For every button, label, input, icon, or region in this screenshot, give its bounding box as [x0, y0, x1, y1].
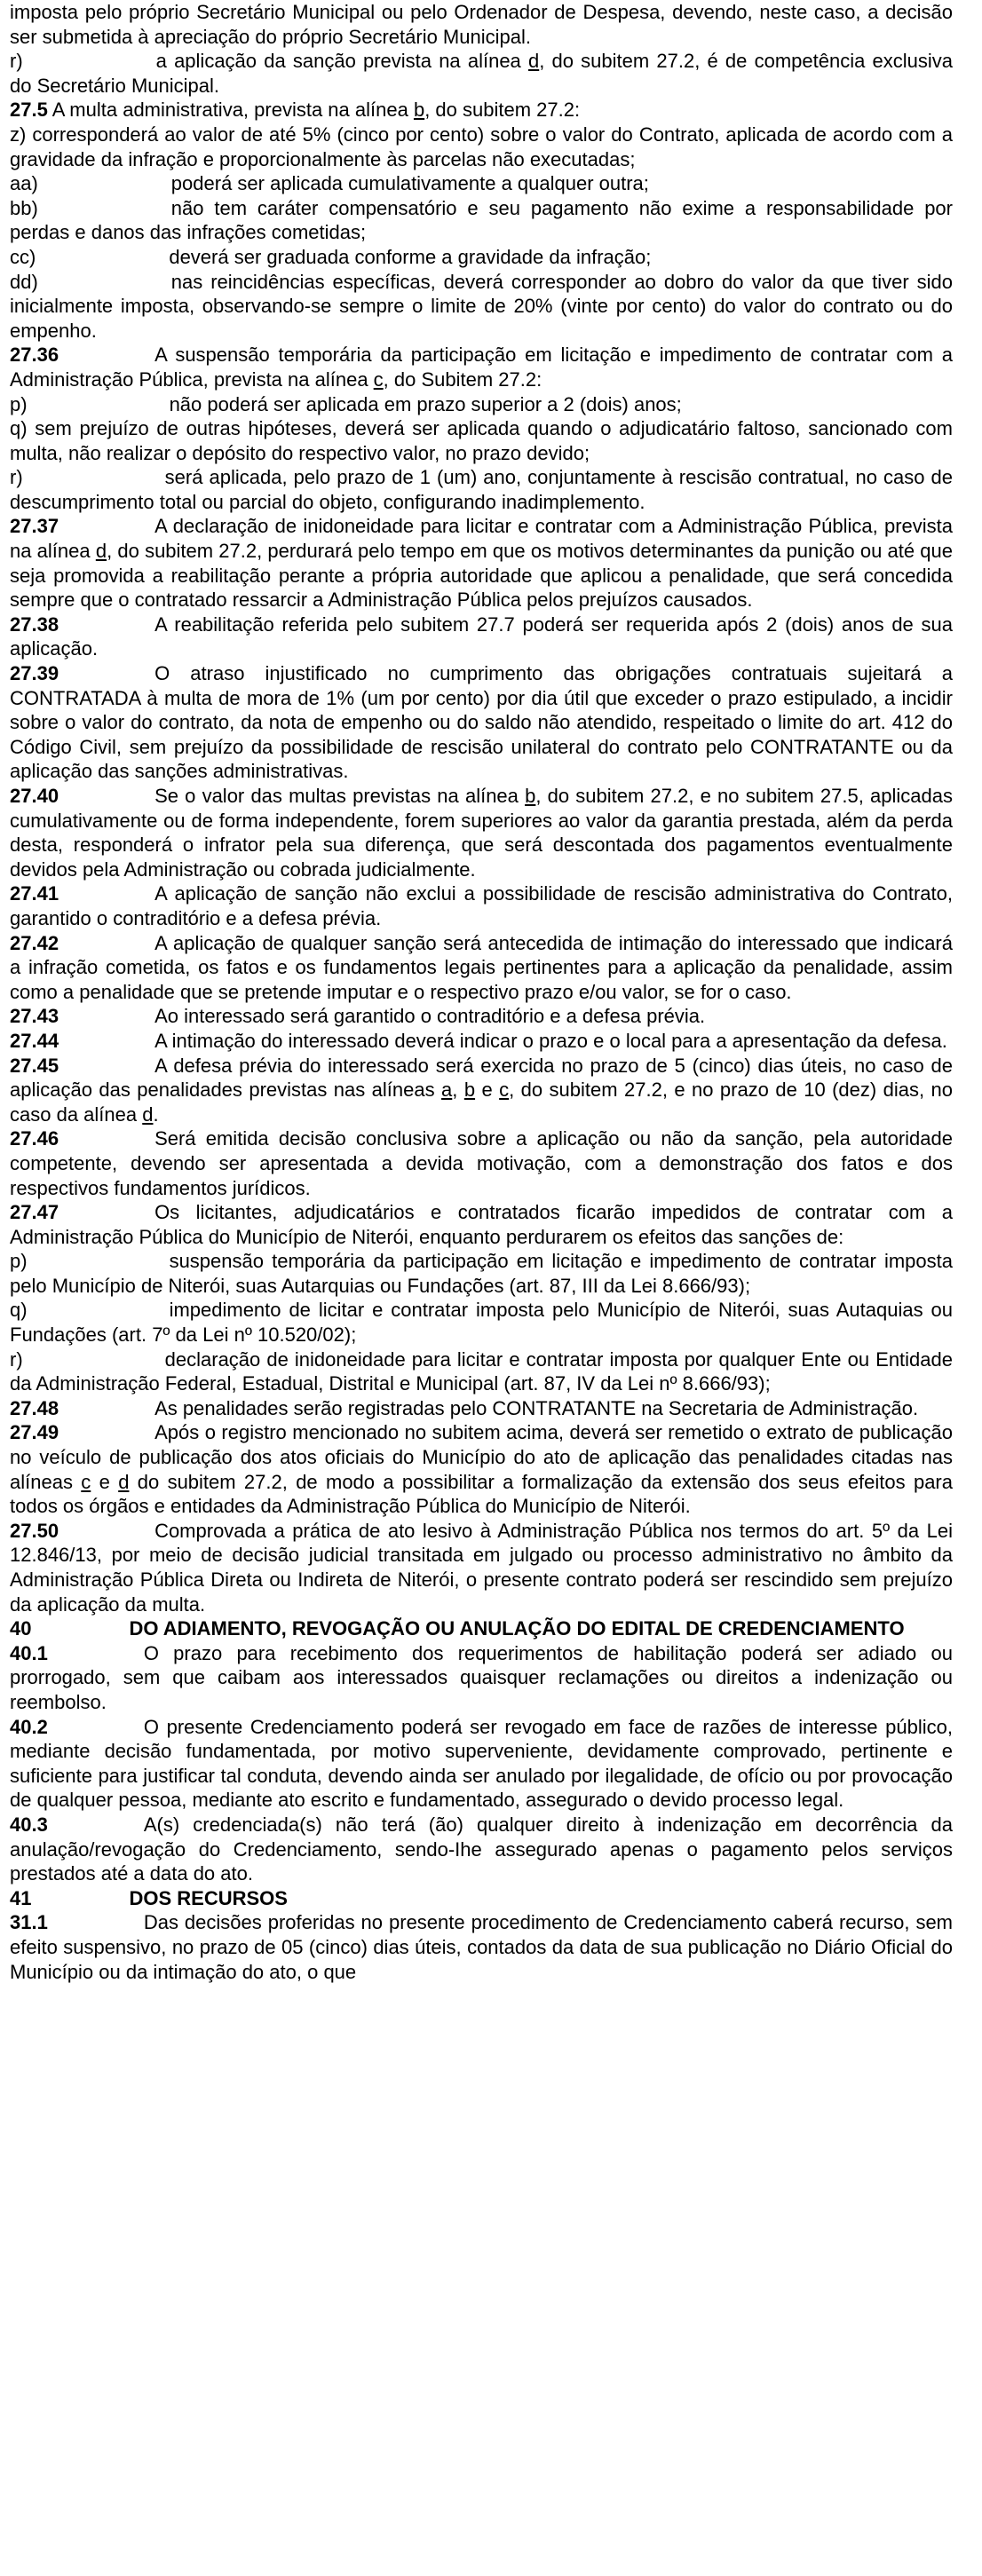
- item-label: r): [10, 50, 23, 73]
- subitem-40-1: [10, 1641, 953, 1715]
- text: O atraso injustificado no cumprimento das obrigações contratuais sujeitará a CONTRATADA à multa de mora de 1% (um por cento) por dia útil que exceder o prazo estipulado, a incidir sobre o valor do contrato, da nota de empenho ou do saldo não atendido, respeitado o limite do art. 412 do Código Civil, sem prejuízo da possibilidade de rescisão unilateral do contrato pelo CONTRATANTE ou da aplicação das sanções administrativas.: [10, 662, 953, 783]
- text: O prazo para recebimento dos requerimentos de habilitação poderá ser adiado ou prorrogado, sem que caibam aos interessados quaisquer reclamações ou direitos a indenização ou reembolso.: [10, 1641, 953, 1713]
- text: será aplicada, pelo prazo de 1 (um) ano, conjuntamente à rescisão contratual, no caso de descumprimento total ou parcial do objeto, configurando inadimplemento.: [10, 466, 953, 513]
- text: z) corresponderá ao valor de até 5% (cinco por cento) sobre o valor do Contrato, aplicada de acordo com a gravidade da infração e proporcionalmente às parcelas não executadas;: [10, 122, 953, 170]
- alinea-ref: d: [527, 50, 540, 73]
- subitem-27-42: [10, 931, 953, 1005]
- item-label: bb): [10, 196, 38, 219]
- section-number: 41: [10, 1886, 32, 1909]
- text: A declaração de inidoneidade para licitar e contratar com a Administração Pública, prevista na alínea: [10, 515, 953, 563]
- text: do subitem 27.2, de modo a possibilitar a formalização da extensão dos seus efeitos para todos os órgãos e entidades da Administração Pública do Município de Niterói.: [10, 1470, 953, 1518]
- subitem-27-50: [10, 1519, 953, 1616]
- subitem-number: 27.50: [10, 1519, 59, 1542]
- subitem-number: 31.1: [10, 1911, 48, 1934]
- subitem-27-38: [10, 612, 953, 661]
- subitem-27-44: [10, 1029, 953, 1054]
- subitem-number: 27.5: [10, 99, 48, 122]
- subitem-27-48: [10, 1396, 953, 1421]
- section-title: DOS RECURSOS: [129, 1886, 288, 1909]
- item-label: dd): [10, 270, 38, 293]
- text: , do subitem 27.2, perdurará pelo tempo em que os motivos determinantes da punição ou até que seja promovida a reabilitação perante a própria autoridade que aplicou a penalidade, que será concedida sempre que o contratado ressarcir a Administração Pública pelos prejuízos causados.: [10, 540, 954, 612]
- subitem-27-49: [10, 1420, 953, 1518]
- item-r-suspension: [10, 465, 953, 514]
- text: deverá ser graduada conforme a gravidade da infração;: [169, 245, 652, 268]
- text: , do subitem 27.2, e no subitem 27.5, aplicadas cumulativamente ou de forma independente, forem superiores ao valor da garantia prestada, além da perda desta, responderá o infrator pela sua diferença, que será descontada dos pagamentos eventualmente devidos pela Administração ou cobrada judicialmente.: [10, 785, 953, 881]
- subitem-number: 27.42: [10, 931, 59, 954]
- text: A intimação do interessado deverá indicar o prazo e o local para a apresentação da defesa.: [154, 1029, 947, 1052]
- alinea-ref: c: [499, 1079, 510, 1102]
- text: O presente Credenciamento poderá ser revogado em face de razões de interesse público, mediante decisão fundamentada, por motivo superveniente, devidamente comprovado, pertinente e suficiente para justificar tal conduta, devendo ainda ser anulado por ilegalidade, de ofício ou por provocação de qualquer pessoa, mediante ato escrito e fundamentado, assegurado o devido processo legal.: [10, 1715, 953, 1812]
- subitem-number: 27.45: [10, 1054, 59, 1077]
- item-p-suspension: [10, 392, 953, 417]
- text: Comprovada a prática de ato lesivo à Administração Pública nos termos do art. 5º da Lei 12.846/13, por meio de decisão judicial transitada em julgado ou processo administrativo no âmbito da Administração Pública Direta ou Indireta de Niterói, o presente contrato poderá ser rescindido sem prejuízo da aplicação da multa.: [10, 1519, 953, 1616]
- text: não poderá ser aplicada em prazo superior a 2 (dois) anos;: [169, 392, 682, 415]
- text: , do subitem 27.2, é de competência exclusiva do Secretário Municipal.: [10, 50, 953, 97]
- subitem-number: 27.39: [10, 662, 59, 685]
- subitem-number: 27.36: [10, 344, 59, 367]
- subitem-number: 27.48: [10, 1396, 59, 1419]
- item-label: r): [10, 1347, 23, 1371]
- alinea-ref: a: [441, 1079, 453, 1102]
- item-r-competence: [10, 49, 953, 98]
- subitem-40-2: [10, 1715, 953, 1813]
- item-aa: [10, 171, 953, 196]
- item-z: [10, 122, 953, 171]
- text: A multa administrativa, prevista na alínea: [47, 99, 414, 122]
- text: Será emitida decisão conclusiva sobre a aplicação ou não da sanção, pela autoridade competente, devendo ser apresentada a devida motivação, com a demonstração dos fatos e dos respectivos fundamentos jurídicos.: [10, 1127, 953, 1199]
- subitem-number: 40.2: [10, 1715, 48, 1738]
- subitem-31-1: [10, 1910, 953, 1984]
- subitem-number: 40.3: [10, 1813, 48, 1836]
- subitem-number: 27.41: [10, 882, 59, 905]
- alinea-ref: d: [118, 1470, 130, 1493]
- text: q) sem prejuízo de outras hipóteses, deverá ser aplicada quando o adjudicatário faltoso, sancionado com multa, não realizar o depósito do respectivo valor, no prazo devido;: [10, 417, 953, 464]
- alinea-ref: b: [525, 785, 536, 807]
- text: , do subitem 27.2:: [424, 99, 581, 122]
- text: Das decisões proferidas no presente procedimento de Credenciamento caberá recurso, sem efeito suspensivo, no prazo de 05 (cinco) dias úteis, contados da data de sua publicação no Diário Oficial do Município ou da intimação do ato, o que: [10, 1911, 953, 1983]
- subitem-27-37: [10, 514, 953, 612]
- subitem-number: 27.37: [10, 515, 59, 538]
- text: A suspensão temporária da participação em licitação e impedimento de contratar com a Administração Pública, prevista na alínea: [10, 344, 953, 391]
- text: ,: [452, 1079, 464, 1102]
- text: e: [91, 1470, 119, 1493]
- text: Se o valor das multas previstas na alínea: [154, 785, 526, 807]
- subitem-number: 27.38: [10, 612, 59, 636]
- alinea-ref: c: [81, 1470, 91, 1493]
- text: .: [153, 1102, 159, 1126]
- subitem-27-39: [10, 661, 953, 784]
- text: declaração de inidoneidade para licitar e contratar imposta por qualquer Ente ou Entidade da Administração Federal, Estadual, Distrital e Municipal (art. 87, IV da Lei nº 8.666/93);: [10, 1347, 953, 1395]
- text: , do Subitem 27.2:: [383, 367, 542, 391]
- text: a aplicação da sanção prevista na alínea: [155, 50, 528, 73]
- item-label: aa): [10, 172, 38, 195]
- text: impedimento de licitar e contratar imposta pelo Município de Niterói, suas Autaquias ou Fundações (art. 7º da Lei nº 10.520/02);: [10, 1299, 953, 1347]
- item-label: cc): [10, 245, 36, 268]
- alinea-ref: b: [413, 99, 425, 122]
- text: e: [475, 1079, 500, 1102]
- subitem-number: 27.46: [10, 1127, 59, 1150]
- subitem-27-41: [10, 881, 953, 930]
- text: A aplicação de sanção não exclui a possibilidade de rescisão administrativa do Contrato, garantido o contraditório e a defesa prévia.: [10, 882, 953, 929]
- text: , do subitem 27.2, e no prazo de 10 (dez) dias, no caso da alínea: [10, 1079, 954, 1126]
- subitem-number: 27.43: [10, 1005, 59, 1028]
- item-q-impediment: [10, 1298, 953, 1347]
- text: Os licitantes, adjudicatários e contratados ficarão impedidos de contratar com a Administração Pública do Município de Niterói, enquanto perdurarem os efeitos das sanções de:: [10, 1201, 953, 1248]
- subitem-27-40: [10, 784, 953, 881]
- text: Ao interessado será garantido o contraditório e a defesa prévia.: [154, 1005, 706, 1028]
- subitem-number: 27.47: [10, 1201, 59, 1224]
- text: A(s) credenciada(s) não terá (ão) qualquer direito à indenização em decorrência da anulação/revogação do Credenciamento, sendo-Ihe assegurado apenas o pagamento pelos serviços prestados até a data do ato.: [10, 1813, 953, 1885]
- text: imposta pelo próprio Secretário Municipal ou pelo Ordenador de Despesa, devendo, neste caso, a decisão ser submetida à apreciação do próprio Secretário Municipal.: [10, 1, 953, 48]
- subitem-27-36: [10, 343, 953, 391]
- alinea-ref: d: [95, 540, 107, 563]
- item-p-impediment: [10, 1249, 953, 1298]
- text: suspensão temporária da participação em licitação e impedimento de contratar imposta pelo Município de Niterói, suas Autarquias ou Fundações (art. 87, III da Lei 8.666/93);: [10, 1250, 953, 1297]
- subitem-number: 27.44: [10, 1029, 59, 1052]
- section-number: 40: [10, 1617, 32, 1640]
- section-41-heading: [10, 1886, 953, 1911]
- alinea-ref: d: [142, 1102, 154, 1126]
- item-dd: [10, 270, 953, 344]
- subitem-27-45: [10, 1054, 953, 1127]
- text: A reabilitação referida pelo subitem 27.7 poderá ser requerida após 2 (dois) anos de sua aplicação.: [10, 612, 953, 660]
- item-label: r): [10, 466, 23, 489]
- section-title: DO ADIAMENTO, REVOGAÇÃO OU ANULAÇÃO DO EDITAL DE CREDENCIAMENTO: [129, 1617, 905, 1640]
- text: A defesa prévia do interessado será exercida no prazo de 5 (cinco) dias úteis, no caso de aplicação das penalidades previstas nas alíneas: [10, 1054, 953, 1102]
- alinea-ref: c: [373, 367, 384, 391]
- subitem-40-3: [10, 1813, 953, 1886]
- subitem-number: 27.49: [10, 1421, 59, 1444]
- subitem-27-46: [10, 1126, 953, 1200]
- text: As penalidades serão registradas pelo CONTRATANTE na Secretaria de Administração.: [154, 1396, 919, 1419]
- text: não tem caráter compensatório e seu pagamento não exime a responsabilidade por perdas e danos das infrações cometidas;: [10, 196, 953, 244]
- paragraph-intro: [10, 0, 953, 49]
- subitem-27-5: [10, 98, 953, 122]
- subitem-27-43: [10, 1004, 953, 1029]
- text: poderá ser aplicada cumulativamente a qualquer outra;: [170, 172, 649, 195]
- item-label: q): [10, 1299, 28, 1322]
- subitem-number: 27.40: [10, 785, 59, 807]
- subitem-number: 40.1: [10, 1641, 48, 1664]
- text: nas reincidências específicas, deverá corresponder ao dobro do valor da que tiver sido inicialmente imposta, observando-se sempre o limite de 20% (vinte por cento) do valor do contrato ou do empenho.: [10, 270, 953, 342]
- item-cc: [10, 245, 953, 270]
- text: Após o registro mencionado no subitem acima, deverá ser remetido o extrato de publicação no veículo de publicação dos atos oficiais do Município do ato de aplicação das penalidades citadas nas alíneas: [10, 1421, 953, 1493]
- item-bb: [10, 196, 953, 245]
- item-r-impediment: [10, 1347, 953, 1396]
- item-label: p): [10, 1250, 28, 1273]
- text: A aplicação de qualquer sanção será antecedida de intimação do interessado que indicará a infração cometida, os fatos e os fundamentos legais pertinentes para a aplicação da penalidade, assim como a penalidade que se pretende imputar e o respectivo prazo e/ou valor, se for o caso.: [10, 931, 953, 1003]
- item-q-suspension: [10, 416, 953, 465]
- section-40-heading: [10, 1616, 953, 1641]
- subitem-27-47: [10, 1200, 953, 1249]
- alinea-ref: b: [463, 1079, 476, 1102]
- item-label: p): [10, 392, 28, 415]
